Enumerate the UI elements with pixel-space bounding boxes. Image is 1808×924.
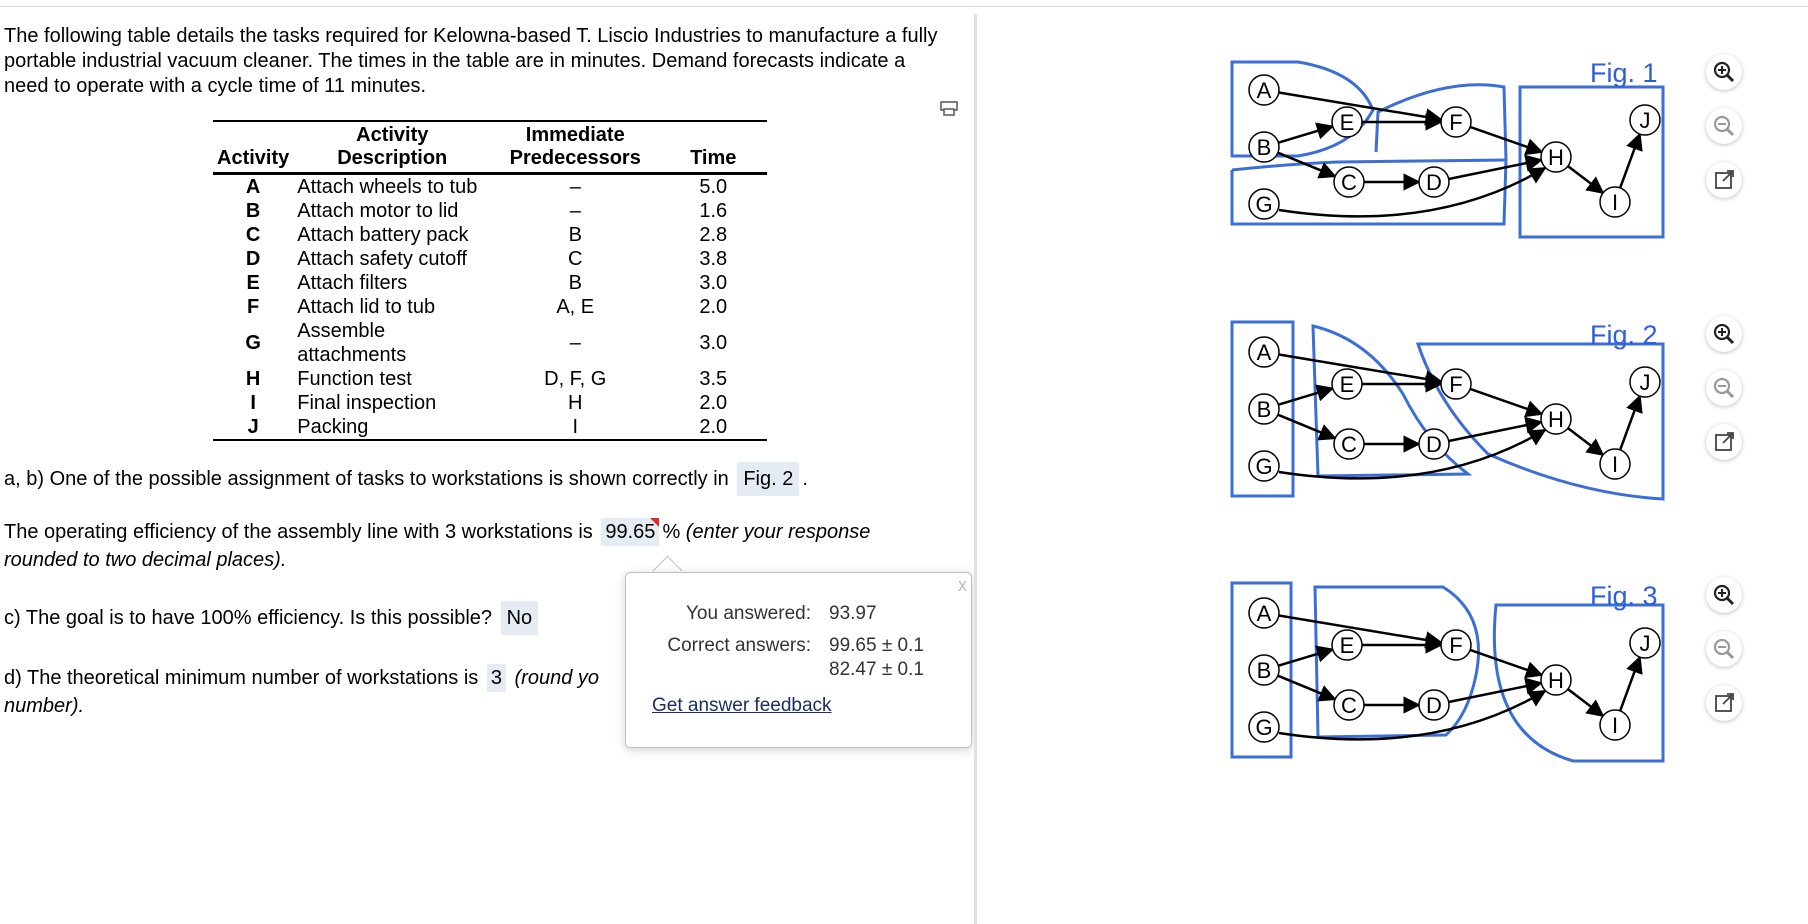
correct-answers-row-2 xyxy=(626,659,971,683)
node-label: G xyxy=(1255,715,1273,740)
you-answered-label: You answered: xyxy=(685,603,811,624)
precedence-arrow xyxy=(1278,388,1332,404)
description-cell: Final inspection xyxy=(297,392,437,414)
predecessors-cell: D, F, G xyxy=(544,368,607,390)
activity-cell: D xyxy=(245,248,261,270)
node-label: B xyxy=(1256,135,1272,160)
precedence-arrow xyxy=(1449,160,1542,179)
predecessors-cell: H xyxy=(568,392,583,414)
task-table xyxy=(213,120,767,441)
predecessors-cell: – xyxy=(569,200,581,222)
activity-cell: G xyxy=(245,332,261,354)
table-row xyxy=(213,391,767,415)
open-external-icon[interactable] xyxy=(1706,424,1742,460)
you-answered-value: 93.97 xyxy=(829,603,877,624)
activity-cell: I xyxy=(250,392,256,414)
question-efficiency xyxy=(4,518,870,574)
question-ab-suffix: . xyxy=(802,468,808,490)
node-label: C xyxy=(1341,693,1357,718)
time-cell: 2.8 xyxy=(699,224,728,246)
time-cell: 2.0 xyxy=(699,296,728,318)
figure-title: Fig. 3 xyxy=(1590,581,1658,611)
precedence-arrow xyxy=(1620,396,1640,450)
node-label: I xyxy=(1611,190,1619,215)
workstation-outline xyxy=(1494,605,1663,761)
precedence-arrow xyxy=(1278,649,1332,665)
table-row xyxy=(213,223,767,247)
time-cell: 2.0 xyxy=(699,416,728,438)
description-cell: Attach motor to lid xyxy=(297,200,459,222)
open-external-icon[interactable] xyxy=(1706,162,1742,198)
precedence-arrow xyxy=(1278,676,1335,700)
node-label: E xyxy=(1339,372,1355,397)
zoom-in-icon[interactable] xyxy=(1706,54,1742,90)
description-cell: Attach lid to tub xyxy=(297,296,436,318)
question-ab xyxy=(4,462,808,496)
node-label: H xyxy=(1548,668,1564,693)
correct-answers-label: Correct answers: xyxy=(667,635,811,656)
answer-d-workstations[interactable]: 3 xyxy=(487,664,506,692)
question-c xyxy=(4,601,541,635)
predecessors-cell: B xyxy=(568,272,582,294)
predecessors-cell: C xyxy=(568,248,583,270)
node-label: E xyxy=(1339,110,1355,135)
header-predecessors: Immediate Predecessors xyxy=(509,124,641,169)
node-label: J xyxy=(1639,631,1651,656)
node-label: F xyxy=(1449,372,1463,397)
node-label: C xyxy=(1341,432,1357,457)
description-cell: Packing xyxy=(297,416,369,438)
predecessors-cell: – xyxy=(569,332,581,354)
description-cell: Assemble attachments xyxy=(297,320,407,366)
correct-answer-1: 99.65 ± 0.1 xyxy=(829,635,924,656)
figure-1 xyxy=(1228,52,1668,252)
time-cell: 1.6 xyxy=(699,200,728,222)
header-activity: Activity xyxy=(217,147,290,169)
node-label: F xyxy=(1449,110,1463,135)
node-label: C xyxy=(1341,170,1357,195)
node-label: G xyxy=(1255,192,1273,217)
answer-ab-figure[interactable]: Fig. 2 xyxy=(737,462,799,496)
activity-cell: J xyxy=(247,416,259,438)
answer-c-dropdown[interactable]: No xyxy=(501,601,539,635)
figure-2 xyxy=(1228,314,1668,514)
node-label: D xyxy=(1426,693,1442,718)
table-row xyxy=(213,199,767,223)
efficiency-hint-2: rounded to two decimal places). xyxy=(4,549,287,571)
node-label: B xyxy=(1256,658,1272,683)
zoom-out-icon[interactable] xyxy=(1706,631,1742,667)
table-row xyxy=(213,295,767,319)
node-label: H xyxy=(1548,407,1564,432)
zoom-in-icon[interactable] xyxy=(1706,577,1742,613)
time-cell: 3.8 xyxy=(699,248,728,270)
efficiency-unit: % xyxy=(662,521,681,543)
question-efficiency-text: The operating efficiency of the assembly line with 3 workstations is xyxy=(4,521,593,543)
question-d-hint: (round yo xyxy=(514,667,600,689)
node-label: I xyxy=(1611,713,1619,738)
table-row xyxy=(213,247,767,271)
node-label: F xyxy=(1449,633,1463,658)
node-label: D xyxy=(1426,170,1442,195)
description-cell: Attach filters xyxy=(297,272,408,294)
header-time: Time xyxy=(690,147,737,169)
open-external-icon[interactable] xyxy=(1706,685,1742,721)
node-label: A xyxy=(1256,78,1272,103)
answer-feedback-popup xyxy=(625,572,972,748)
node-label: A xyxy=(1256,601,1272,626)
predecessors-cell: A, E xyxy=(556,296,595,318)
activity-cell: A xyxy=(245,176,261,198)
description-cell: Attach battery pack xyxy=(297,224,469,246)
precedence-arrow xyxy=(1278,126,1332,142)
table-row xyxy=(213,367,767,391)
node-label: J xyxy=(1639,370,1651,395)
node-label: H xyxy=(1548,145,1564,170)
question-d-hint-2: number). xyxy=(4,695,85,717)
zoom-out-icon[interactable] xyxy=(1706,370,1742,406)
predecessors-cell: – xyxy=(569,176,581,198)
close-icon[interactable]: x xyxy=(958,575,967,595)
predecessors-cell: B xyxy=(568,224,582,246)
question-d-text: d) The theoretical minimum number of workstations is xyxy=(4,667,479,689)
correct-answer-2: 82.47 ± 0.1 xyxy=(829,659,924,680)
precedence-arrow xyxy=(1470,389,1542,414)
panel-divider xyxy=(974,14,977,924)
table-row xyxy=(213,174,767,200)
you-answered-row xyxy=(626,603,971,627)
table-row xyxy=(213,271,767,295)
precedence-arrow xyxy=(1278,415,1335,439)
node-label: B xyxy=(1256,397,1272,422)
predecessors-cell: I xyxy=(572,416,579,438)
precedence-arrow xyxy=(1620,657,1640,711)
activity-cell: H xyxy=(245,368,261,390)
precedence-arrow xyxy=(1449,683,1542,702)
node-label: D xyxy=(1426,432,1442,457)
correct-answers-row xyxy=(626,635,971,659)
activity-cell: C xyxy=(245,224,261,246)
task-table-body xyxy=(213,174,767,441)
header-description: Activity Description xyxy=(337,124,448,169)
precedence-arrow xyxy=(1470,650,1542,675)
precedence-arrow xyxy=(1568,166,1603,193)
precedence-arrow xyxy=(1620,134,1640,188)
table-row xyxy=(213,415,767,440)
time-cell: 3.0 xyxy=(699,272,728,294)
activity-cell: F xyxy=(247,296,260,318)
node-label: G xyxy=(1255,454,1273,479)
get-answer-feedback-link[interactable]: Get answer feedback xyxy=(652,695,832,716)
answer-efficiency[interactable]: 99.65 xyxy=(601,518,659,546)
question-c-text: c) The goal is to have 100% efficiency. Is this possible? xyxy=(4,607,493,629)
zoom-in-icon[interactable] xyxy=(1706,316,1742,352)
question-d xyxy=(4,664,599,720)
description-cell: Attach wheels to tub xyxy=(297,176,478,198)
question-ab-text: a, b) One of the possible assignment of tasks to workstations is shown correctly in xyxy=(4,468,729,490)
efficiency-hint: (enter your response xyxy=(685,521,871,543)
figure-title: Fig. 1 xyxy=(1590,58,1658,88)
figure-title: Fig. 2 xyxy=(1590,320,1658,350)
description-cell: Attach safety cutoff xyxy=(297,248,467,270)
time-cell: 3.0 xyxy=(699,332,728,354)
node-label: A xyxy=(1256,340,1272,365)
time-cell: 3.5 xyxy=(699,368,728,390)
time-cell: 2.0 xyxy=(699,392,728,414)
time-cell: 5.0 xyxy=(699,176,728,198)
node-label: I xyxy=(1611,452,1619,477)
print-icon[interactable] xyxy=(940,100,958,116)
node-label: E xyxy=(1339,633,1355,658)
figure-3 xyxy=(1228,575,1668,775)
zoom-out-icon[interactable] xyxy=(1706,108,1742,144)
precedence-arrow xyxy=(1568,428,1603,455)
activity-cell: E xyxy=(246,272,260,294)
activity-cell: B xyxy=(245,200,261,222)
precedence-arrow xyxy=(1568,689,1603,716)
table-row xyxy=(213,319,767,367)
intro-text: The following table details the tasks required for Kelowna-based T. Liscio Industries to manufacture a fully portable industrial vacuum cleaner. The times in the table are in minutes. Demand forecasts indicate a need to operate with a cycle time of 11 minutes. xyxy=(4,25,938,97)
description-cell: Function test xyxy=(297,368,412,390)
node-label: J xyxy=(1639,108,1651,133)
